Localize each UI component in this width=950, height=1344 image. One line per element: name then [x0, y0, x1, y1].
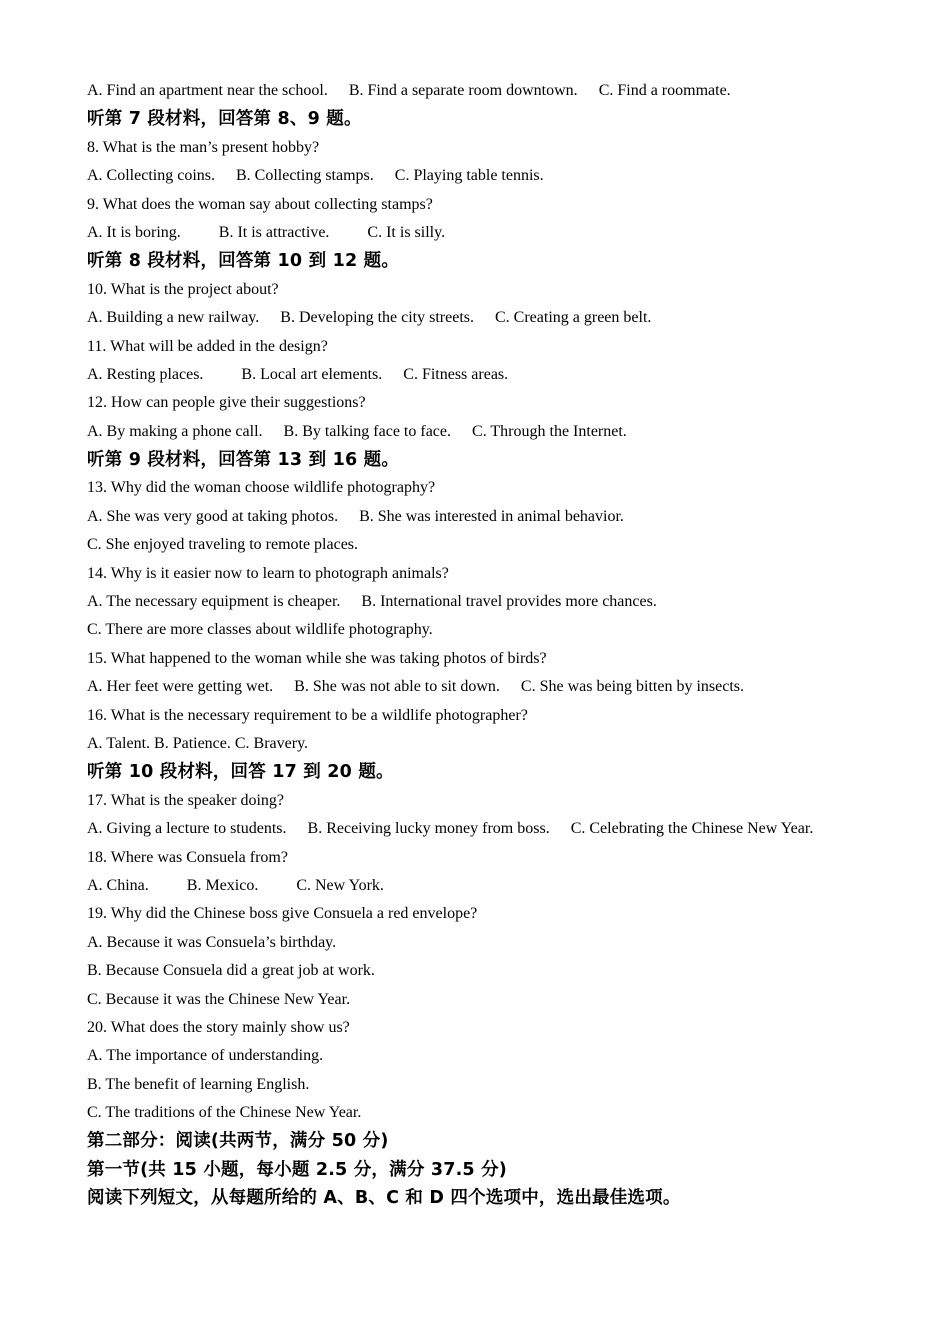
option-b: B. Local art elements. — [241, 365, 383, 383]
option-c: C. New York. — [296, 876, 384, 894]
part-2-heading: 第二部分：阅读(共两节，满分 50 分) — [87, 1131, 389, 1152]
q18-options — [87, 872, 927, 900]
question-8: 8. What is the man’s present hobby? — [87, 138, 320, 156]
reading-instructions: 阅读下列短文，从每题所给的 A、B、C 和 D 四个选项中，选出最佳选项。 — [87, 1188, 681, 1209]
question-19: 19. Why did the Chinese boss give Consuela a red envelope? — [87, 905, 478, 923]
q19-option-b: B. Because Consuela did a great job at work. — [87, 962, 375, 980]
option-b: B. Collecting stamps. — [235, 167, 374, 185]
q11-options — [87, 361, 927, 389]
option-c: C. It is silly. — [367, 223, 446, 241]
q14-options-ab — [87, 588, 927, 616]
option-c: C. She was being bitten by insects. — [520, 678, 744, 696]
q19-option-c: C. Because it was the Chinese New Year. — [87, 990, 351, 1008]
option-a: A. China. — [87, 876, 149, 894]
q17-options — [87, 815, 927, 843]
option-a: A. By making a phone call. — [87, 422, 263, 440]
option-b: B. By talking face to face. — [283, 422, 452, 440]
section-9-heading: 听第 9 段材料，回答第 13 到 16 题。 — [87, 450, 400, 471]
option-b: B. She was not able to sit down. — [294, 678, 500, 696]
question-14: 14. Why is it easier now to learn to photograph animals? — [87, 564, 449, 582]
question-20: 20. What does the story mainly show us? — [87, 1018, 350, 1036]
q13-option-c: C. She enjoyed traveling to remote places. — [87, 536, 359, 554]
q13-options-ab — [87, 503, 927, 531]
option-a: A. The necessary equipment is cheaper. — [87, 593, 341, 611]
q14-option-c: C. There are more classes about wildlife photography. — [87, 621, 433, 639]
question-10: 10. What is the project about? — [87, 280, 279, 298]
section-7-heading: 听第 7 段材料，回答第 8、9 题。 — [87, 109, 362, 130]
option-c: C. Find a roommate. — [598, 82, 731, 99]
q15-options — [87, 673, 927, 701]
question-17: 17. What is the speaker doing? — [87, 791, 284, 809]
option-a: A. Resting places. — [87, 365, 204, 383]
section-10-heading: 听第 10 段材料，回答 17 到 20 题。 — [87, 762, 394, 783]
option-b: B. It is attractive. — [218, 223, 330, 241]
option-c: C. Creating a green belt. — [495, 309, 652, 327]
question-9: 9. What does the woman say about collecting stamps? — [87, 195, 433, 213]
q19-option-a: A. Because it was Consuela’s birthday. — [87, 933, 337, 951]
part-2-section-1-heading: 第一节(共 15 小题，每小题 2.5 分，满分 37.5 分) — [87, 1159, 507, 1180]
option-b: B. International travel provides more chances. — [361, 593, 657, 611]
option-b: B. She was interested in animal behavior. — [359, 507, 624, 525]
q12-options — [87, 418, 927, 446]
option-c: C. Through the Internet. — [472, 422, 627, 440]
q9-options — [87, 219, 927, 247]
q20-option-c: C. The traditions of the Chinese New Year. — [87, 1104, 362, 1122]
option-c: C. Celebrating the Chinese New Year. — [570, 820, 814, 838]
option-b: B. Developing the city streets. — [280, 309, 474, 327]
q16-options: A. Talent. B. Patience. C. Bravery. — [87, 734, 309, 752]
section-8-heading: 听第 8 段材料，回答第 10 到 12 题。 — [87, 251, 400, 272]
question-15: 15. What happened to the woman while she was taking photos of birds? — [87, 649, 547, 667]
q20-option-b: B. The benefit of learning English. — [87, 1075, 310, 1093]
option-a: A. She was very good at taking photos. — [87, 507, 339, 525]
option-a: A. Collecting coins. — [87, 167, 215, 185]
option-b: B. Mexico. — [186, 876, 259, 894]
question-16: 16. What is the necessary requirement to be a wildlife photographer? — [87, 706, 528, 724]
option-b: B. Receiving lucky money from boss. — [307, 820, 550, 838]
exam-page — [87, 77, 927, 1213]
option-b: B. Find a separate room downtown. — [348, 82, 578, 99]
question-11: 11. What will be added in the design? — [87, 337, 328, 355]
q7-options — [87, 77, 927, 105]
q10-options — [87, 304, 927, 332]
question-18: 18. Where was Consuela from? — [87, 848, 288, 866]
question-12: 12. How can people give their suggestions? — [87, 394, 366, 412]
option-a: A. Building a new railway. — [87, 309, 260, 327]
option-a: A. Find an apartment near the school. — [87, 82, 328, 99]
question-13: 13. Why did the woman choose wildlife photography? — [87, 479, 436, 497]
option-c: C. Playing table tennis. — [394, 167, 544, 185]
option-a: A. It is boring. — [87, 223, 181, 241]
option-a: A. Her feet were getting wet. — [87, 678, 274, 696]
option-c: C. Fitness areas. — [403, 365, 509, 383]
q20-option-a: A. The importance of understanding. — [87, 1047, 324, 1065]
option-a: A. Giving a lecture to students. — [87, 820, 287, 838]
q8-options — [87, 162, 927, 190]
